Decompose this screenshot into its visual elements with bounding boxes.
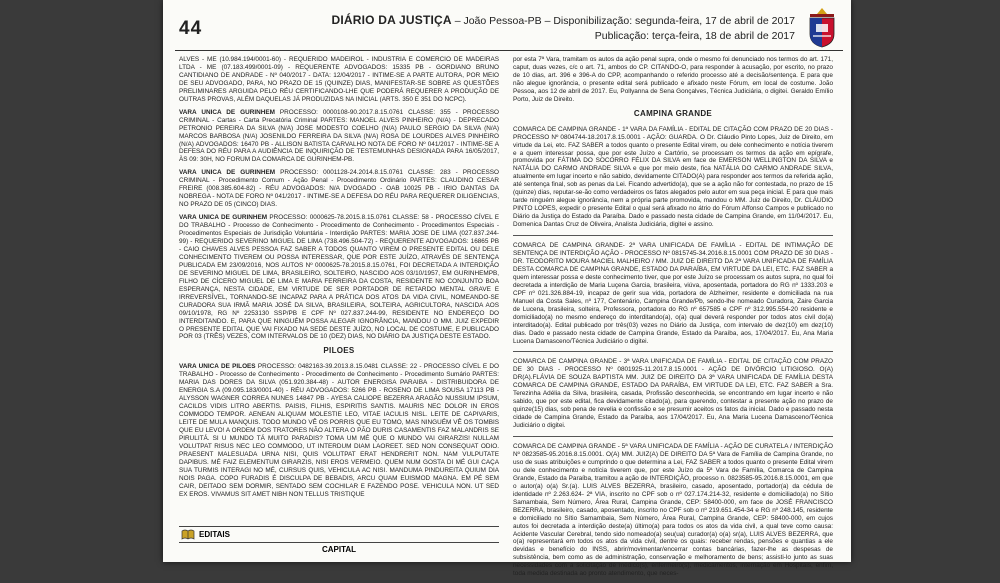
notice-body: PROCESSO: 0000625-78.2015.8.15.0761 CLASSE: 58 - PROCESSO CÍVEL E DO TRABALHO - Processo de Conhecimento - Procedimento de Conhecimento - Procedimentos Especiais - Procedimentos Especiais de Jurisdição Voluntária - Interdição PARTES: MARIA JOSE DE LIMA (027.837.244-99) - REQUERIDO SEVERINO MIGUEL DE LIMA (738.496.504-72) - REQUERENTE ADVOGADOS: 16865 PB - CAIO CHAVES ALVES PESSOA FAZ SABER A TODOS QUANTO VIREM O PRESENTE EDITAL OU DELE CONHECIMENTO TIVEREM OU POSSA INTERESSAR, QUE POR ESTE JUÍZO, ATRAVÉS DE SENTENÇA PUBLICADA EM 23/09/2016, NOS AUTOS Nº 0000625-78.2015.8.15.0761, FOI DECRETADA A INTERDIÇÃO DE SEVERINO MIGUEL DE LIMA, BRASILEIRO, SOLTEIRO, NASCIDO AOS 03/10/1957, EM GURINHEMPB, FILHO DE CÍCERO MIGUEL DE LIMA E MARIA FERREIRA DA COSTA, RESIDENTE NO CONJUNTO BOA ESPERANÇA, NESTA CIDADE, EM VIRTUDE DE SER PORTADOR DE RETARDO MENTAL GRAVE E IRREVERSÍVEL, TORNANDO-SE INCAPAZ PARA A PRÁTICA DOS ATOS DA VIDA CIVIL, NOMEANDO-SE CURADORA SUA IRMÃ MARIA JOSÉ DA SILVA, BRASILEIRA, SOLTEIRA, AGRICULTORA, NASCIDA AOS 09/10/1978, RG Nº 2253130 SSP/PB E CPF Nº 027.837.244-99, RESIDENTE NO ENDEREÇO DO INTERDITANDO. E, PARA QUE NINGUÉM POSSA ALEGAR IGNORÂNCIA, MANDOU O MM. JUIZ EXPEDIR O PRESENTE EDITAL QUE VAI FIXADO NA SEDE DESTE JUÍZO, NO LOCAL DE COSTUME, E PUBLICADO POR 03 (TRÊS) VEZES, COM INTERVALOS DE 10 (DEZ) DIAS, NO DIÁRIO DA JUSTIÇA DESTE ESTADO. — [179, 214, 499, 341]
notice-paragraph — [179, 109, 499, 165]
newspaper-page — [163, 0, 851, 578]
notice-heading: VARA UNICA DE PILOES — [179, 363, 256, 371]
notice-paragraph: por esta 7ª Vara, tramitam os autos da ação penal supra, onde o mesmo foi denunciado nos termos do art. 171, caput, duas vezes, c/c o art. 71, ambos do CP. CITANDO-O, para responder à acusação, por escrito, no prazo de 10 dias, art. 396 e 396-A do CPP, acompanhando o referido processo até a decisão/sentença. E para que não alegue ignorância, o presente edital será publicado e afixado neste Fórum, em local de costume. João Pessoa, aos 12 de abril de 2017. Eu, Pollyanna de Sena Gonçalves, Técnica Judiciária, o digitei. Geraldo Emílio Porto, Juiz de Direito. — [513, 56, 833, 103]
notice-paragraph — [179, 214, 499, 341]
notice-paragraph — [179, 169, 499, 209]
state-coat-of-arms-icon — [803, 6, 841, 48]
right-column — [513, 56, 833, 583]
city-heading-campina-grande: CAMPINA GRANDE — [633, 108, 713, 118]
city-heading-piloes: PILOES — [323, 346, 355, 356]
notice-heading: VARA UNICA DE GURINHEM — [179, 214, 268, 222]
page-number: 44 — [179, 18, 203, 39]
publication-date: Publicação: terça-feira, 18 de abril de 2017 — [594, 30, 795, 42]
notice-divider — [513, 436, 833, 437]
editais-section-bar — [179, 526, 499, 543]
header-divider — [175, 50, 843, 51]
header-line-1 — [331, 13, 795, 29]
page-header — [331, 13, 795, 44]
notice-body: PROCESSO: 0000108-90.2017.8.15.0761 CLASSE: 355 - PROCESSO CRIMINAL - Cartas - Carta Precatória Criminal PARTES: MANOEL ALVES PINHEIRO (N/A) - DEPRECADO PETRONIO PEREIRA DA SILVA (N/A) JOSE MODESTO COELHO (N/A) PAULO SERGIO DA SILVA (N/A) MARCOS BARBOSA (N/A) JOSENILDO FERREIRA DA SILVA (N/A) ROSA DE LOURDES ALVES PINHEIRO (N/A) ADVOGADOS: 16470 PB - ALLISON BATISTA CARVALHO NOTA DE FORO Nº 041/2017 - INTIME-SE A DEFESA DO RÉU PARA A AUDIÊNCIA DE INQUIRIÇÃO DE TESTEMUNHAS DESIGNADA PARA 16/05/2017, ÀS 09: 30H, NO FORUM DA COMARCA DE GURINHEM-PB. — [179, 108, 499, 164]
notice-heading: VARA UNICA DE GURINHEM — [179, 108, 275, 116]
availability-date: – Disponibilização: segunda-feira, 17 de abril de 2017 — [544, 15, 795, 27]
city-heading-capital: CAPITAL — [321, 545, 357, 554]
notice-divider — [513, 235, 833, 236]
left-column — [179, 56, 499, 504]
editais-label: EDITAIS — [199, 530, 230, 539]
journal-city: – João Pessoa-PB — [454, 15, 542, 27]
notice-paragraph: COMARCA DE CAMPINA GRANDE- 2ª VARA UNIFICADA DE FAMÍLIA - EDITAL DE INTIMAÇÃO DE SENTENÇA DE INTERDIÇÃO AÇÃO - PROCESSO Nº 0815745-34.2016.8.15.0001 COM PRAZO DE 30 DIAS - DR. TEODORITO MOURA MACIEL MALHEIRO / MM. JUIZ DE DIREITO DA 2ª VARA UNIFICADA DE FAMÍLIA DESTA COMARCA DE CAMPINA GRANDE, ESTADO DA PARAÍBA, EM VIRTUDE DA LEI, ETC. FAZ SABER a quem interessar possa e deste conhecimento tiver, que por este Juízo se processam os autos supra, no qual foi decretada a interdição de Maria Luçena Garcia, brasileira, viúva, aposentada, portadora do RG nº 1333.203 e CPF nº 021.326.884-19, incapaz de gerir sua vida, portadora de Alzheimer, residente e domiciliada na rua Manuel da Costa Sales, nº 177, Centenário, Campina Grande/Pb, sendo-lhe nomeado Curadora, Zaire Garcia de Lucena, brasileira, solteira, Professora, portadora do RG nº 657585 e CPF nº 312.995.554-20 residente e domiciliado(a) no mesmo endereço do interditando(a), o(a) qual deverá responder por todos atos civil do(a) interditado(a). Edital publicado por três(03) vezes no Diário da Justiça, com intervalo de dez(10) em dez(10) dias. Dado e passado nesta cidade de Campina Grande, Estado da Paraíba, aos, 17/04/2017. Eu, Ana Maria Lucena Damasceno/Técnica Judiciário o digitei. — [513, 242, 833, 345]
notice-body: PROCESSO: 0482163-39.2013.8.15.0481 CLASSE: 22 - PROCESSO CÍVEL E DO TRABALHO - Processo de Conhecimento - Procedimento de Conhecimento - Procedimento Sumário PARTES: MARIA DAS DORES DA SILVA (051.920.384-48) - AUTOR ENERGISA PARAIBA - DISTRIBUIDORA DE ENERGIA S.A (09.095.183/0001-40) - RÉU ADVOGADOS: 5266 PB - ROSENO DE LIMA SOUSA 17113 PB - ALYSSON WAGNER CORREA NUNES 14847 PB - AYESA CALIOPE BEZERRA ARAGÃO NUSSIUM IPSUM, CACILDS VIDIS LITRO ABERTIS. PAISIS, FILHIS, ESPIRITIS SANTIS. MAURIS NEC DOLOR IN EROS COMMODO TEMPOR. AENEAN ALIQUAM MOLESTIE LEO, VITAE IACULIS NISL. LEITE DE CAPIVARIS, LEITE DE MULA MANQUIS. TODO MUNDO VÊ OS PORRIS QUE EU TOMO, MAS NINGUÉM VÊ OS TOMBIS QUE EU LEVO! A ORDEM DOS TRATORES NÃO ALTERA O PÃO DURIS CASAMENTIS FAZ MALANDRIS SE PIRULITÁ. SI U MUNDO TÁ MUITO PARADIS? TOMA UM MÉ QUE O MUNDO VAI GIRARZIS! NULLAM VOLUTPAT RISUS NEC LEO COMMODO, UT INTERDUM DIAM LAOREET. SED NON CONSEQUAT ODIO. PRAESENT MALESUADA URNA NISI, QUIS VOLUTPAT ERAT HENDRERIT NON. NAM VULPUTATE DAPIBUS. MÉ FAIZ ELEMENTUM GIRARZIS, NISI EROS VERMEIO. QUEM NUM GOSTA DI MÉ GUI CAÇA SUA TURMIS INTERAGI NO MÉ, CURSUS QUIS, VEHICULA AC NISI. MANDUMA PINDUREITA QUIUM DIA NOIS PAGA. COPO FURADIS É DISCULPA DE BEBADIS, ARCU QUAM EUISMOD MAGNA. EM PÉ SEM CAIR, DEITADO SEM DORMIR, SENTADO SEM COCHILAR E FAZENDO POSE. VEHICULA NON. UT SED EX EROS. VIVAMUS SIT AMET NIBH NON TELLUS TRISTIQUE — [179, 363, 499, 498]
notice-paragraph: COMARCA DE CAMPINA GRANDE - 1ª VARA DA FAMÍLIA - EDITAL DE CITAÇÃO COM PRAZO DE 20 DIAS - PROCESSO Nº 0804744-18.2017.8.15.0001 - AÇÃO: GUARDA. O Dr. Cláudio Pinto Lopes, Juiz de Direito, em virtude da Lei, etc. FAZ SABER a todos quanto o presente Edital virem, ou dele conhecimento e notícia tiverem e a quem interessar possa, que por este Juízo e Cartório, se processam os termos da ação em epígrafe, promovida por FÁTIMA DO SOCORRO FÉLIX DA SILVA em face de EMERSON WELLINGTON DA SILVA e NATÁLIA DO CARMO ANDRADE SILVA e que por meio deste, fica NATÁLIA DO CARMO ANDRADE SILVA, atualmente em lugar incerto e não sabido, devidamente CITADO(A) para responder aos termos da referida ação, até sentença final, sob as penas da Lei. Ficando advertido(a), que se a ação não for contestada, no prazo de 15 (quinze) dias, reputar-se-ão como verdadeiros os fatos alegados pelo autor em sua peça inicial. E para que mais tarde ninguém alegue ignorância, nem a própria parte promovida, mandou o MM. Juiz de Direito, Dr. CLÁUDIO PINTO LOPES, expedir o presente Edital o qual será afixado no átrio do Fórum Affonso Campos e publicado no Diário da Justiça do Estado da Paraíba. Dado e passado nesta cidade de Campina Grande, em 11/04/2017. Eu, Domenica Dantas Cruz de Oliveira, Analista Judiciária, digitei e assino. — [513, 125, 833, 229]
notice-divider — [513, 351, 833, 352]
notice-heading: VARA UNICA DE GURINHEM — [179, 169, 276, 177]
notice-paragraph — [179, 363, 499, 498]
notice-paragraph: COMARCA DE CAMPINA GRANDE - 3ª VARA UNIFICADA DE FAMÍLIA - EDITAL DE CITAÇÃO COM PRAZO DE 30 DIAS - PROCESSO Nº 0801925-11.2017.8.15.0001 - AÇÃO DE DIVÓRCIO LITIGIOSO. O(A) DR(A).FLÁVIA DE SOUZA BAPTISTA MM. JUIZ DE DIREITO DA 3ª VARA UNIFICADA DE FAMÍLIA DESTA COMARCA DE CAMPINA GRANDE, ESTADO DA PARAÍBA, EM VIRTUDE DA LEI, ETC. FAZ SABER a Sra. Terezinha Adélia da Silva, brasileira, casada, Profissão desconhecida, se encontrando em lugar incerto e não sabido, que por este edital, fica devidamente citado(a), para querendo, contestar a presente ação no prazo de quinze(15) dias, sob pena de revelia e confissão e se presumir aceitos os fatos da inicial. Dado e passado nesta cidade de Campina Grande, Estado da Paraíba, aos 17/04/2017. Eu, Ana Maria Lucena Damasceno/Técnica Judiciário o digitei. — [513, 358, 833, 430]
book-icon — [181, 529, 195, 540]
notice-body: PROCESSO: 0001128-24.2014.8.15.0761 CLASSE: 283 - PROCESSO CRIMINAL - Procedimento Comum - Ação Penal - Procedimento Ordinário PARTES: CLAUDINO CESAR FREIRE (008.385.604-82) - RÉU ADVOGADOS: N/A DVOGADO - OAB 10025 PB - IRIO DANTAS DA NOBREGA - NOTA DE FORO Nº 041/2017 - INTIME-SE A DEFESA DO RÉU PARA REQUERER DILIGENCIAS, NO PRAZO DE 05 (CINCO) DIAS. — [179, 169, 499, 209]
journal-name: DIÁRIO DA JUSTIÇA — [331, 13, 452, 27]
notice-paragraph: COMARCA DE CAMPINA GRANDE - 5ª VARA UNIFICADA DE FAMÍLIA - AÇÃO DE CURATELA / INTERDIÇÃO Nº 0823585-95.2016.8.15.0001. O(A) MM. JUIZ(A) DE DIREITO DA 5ª Vara de Família de Campina Grande, no uso de suas atribuições e cumprindo o que determina a Lei, FAZ SABER a todos quanto o presente Edital virem ou dele conhecimento e notícia tiverem que, por este Juízo da 5ª Vara de Família, Comarca de Campina Grande, Estado da Paraíba, tramitou a ação de INTERDIÇÃO, processo n. 0823585-95.2016.8.15.0001, em que o autor(a) o(a) Sr.(a). LUIS ALVES BEZERRA, brasileiro, casado, aposentado, portador(a) da cédula de identidade nº 2.263.624- 2ª VIA, inscrito no CPF sob o nº 027.174.214-32, residente e domiciliado(a) no Sítio Samambaia, Sem Número, Área Rural, Campina Grande, CEP: 58400-000, em face de JOSÉ FRANCISCO BEZERRA, brasileiro, casado, aposentado, inscrito no CPF sob o nº 219.651.454-34 e RG nº 248.145, residente e domiciliado no Sítio Samambaia, Sem Número, Área Rural, Campina Grande, CEP: 58400-000, em cujos autos foi decretada a interdição deste(a) último(a) para todos os atos da vida civil, a qual teve como causa: Acidente Vascular Cerebral, tendo sido nomeado(a) seu(ua) curador(a) o(a) sr(a), LUIS ALVES BEZERRA, que o(a) representará em todos os atos da vida civil, dentre os quais: receber rendas, pensões e quantias a ele devidas e benefício do INSS, abrir/movimentar/encerrar contas bancárias, fazer-lhe as despesas de subsistência, bem como as de administração, conservação e melhoramento de bens; assisti-lo junto as suas necessidades com a solicitação de médico(s), enfermeiro(s), medicamentos, internação em Hospitais, enfim, toda medida destinada ao pronto atendimento, que neces- — [513, 443, 833, 578]
notice-paragraph: ALVES - ME (10.984.194/0001-60) - REQUERIDO MADEIROL - INDUSTRIA E COMERCIO DE MADEIRAS LTDA - ME (07.183.499/0001-09) - REQUERENTE ADVOGADOS: 15335 PB - GORDIANO BRUNO CANTIDIANO DE ANDRADE - Nº 040/2017 - DATA: 12/04/2017 - INTIME-SE A PARTE AUTORA, POR MEIO DE SEU ADVOGADO, PARA, NO PRAZO DE 15 (QUINZE) DIAS, MANIFESTAR-SE SOBRE AS QUESTÕES PRELIMINARES ARGUIDA PELO RÉU CERTIFICANDO-LHE QUE PODERÁ REQUERER A PRODUÇÃO DE OUTRAS PROVAS, ALÉM DAQUELAS JÁ PRODUZIDAS NA INICIAL (ARTS. 350 E 351 DO NCPC). — [179, 56, 499, 103]
